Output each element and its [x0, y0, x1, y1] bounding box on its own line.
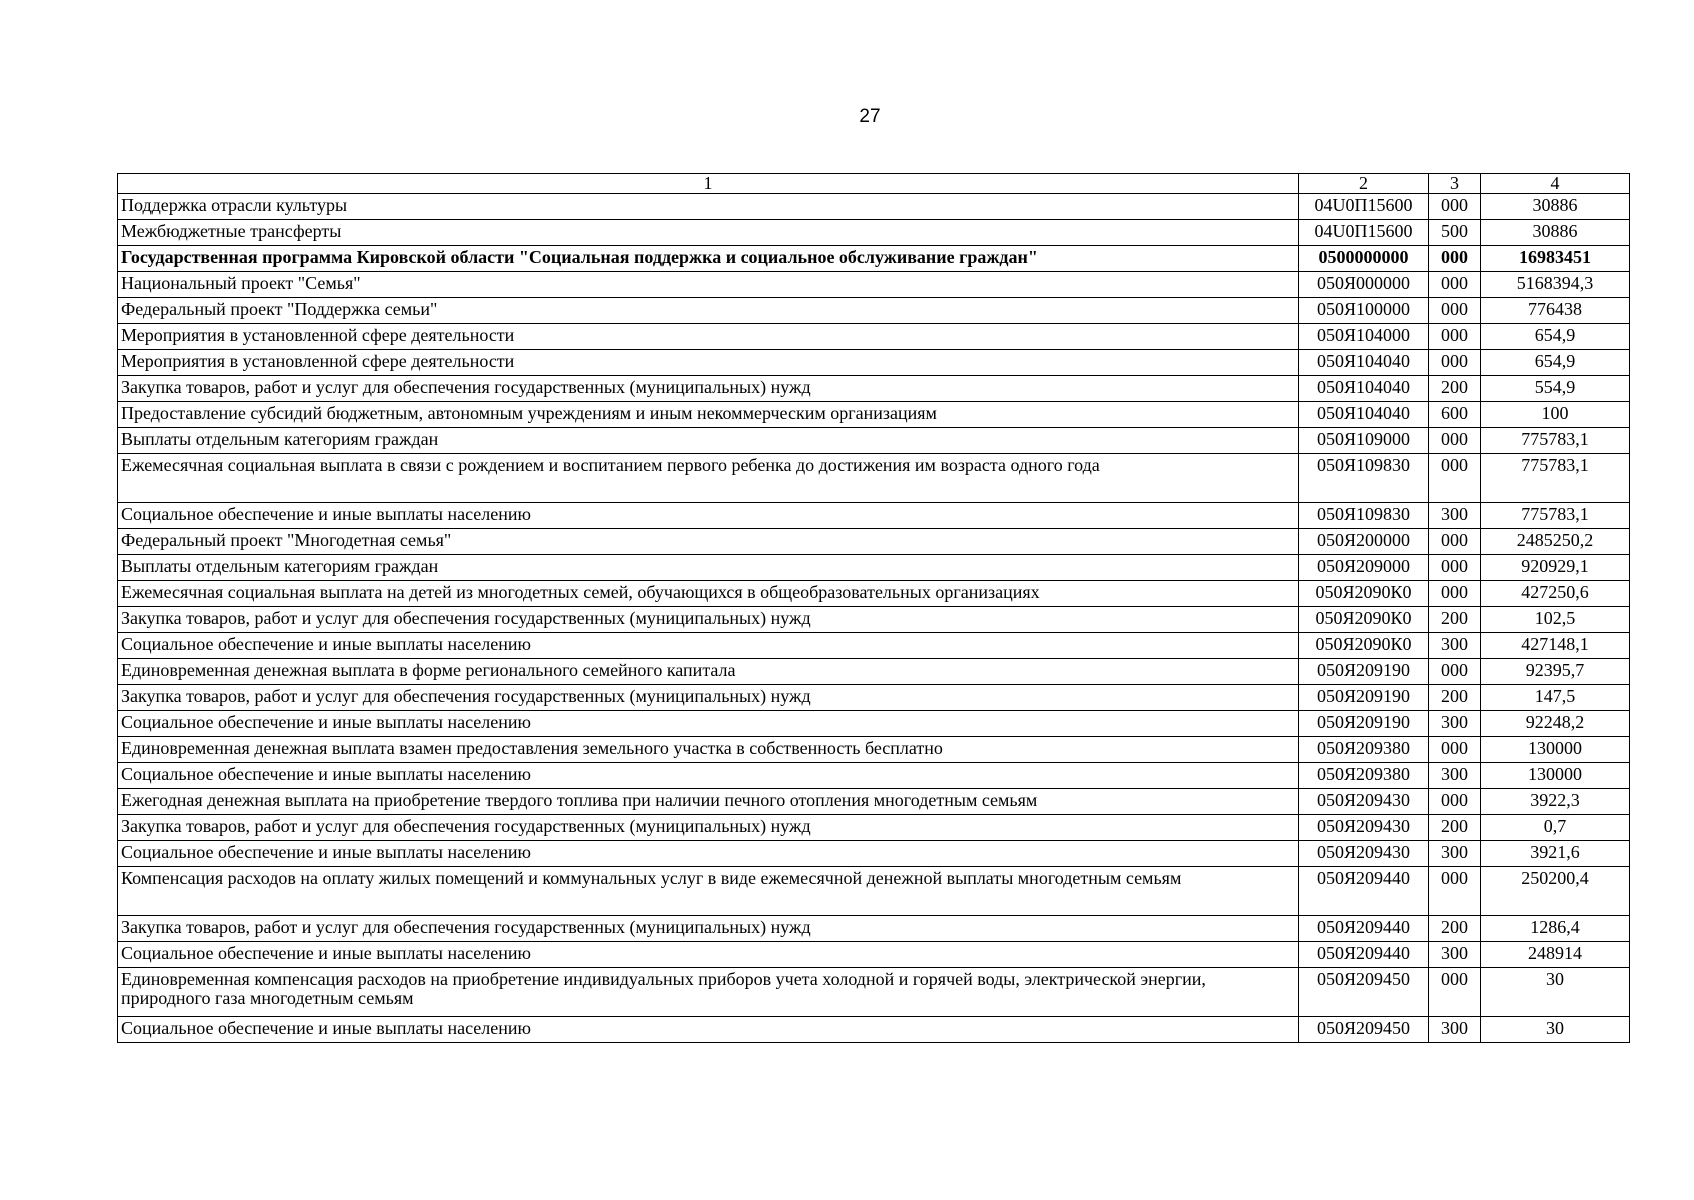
- row-type-cell: 300: [1429, 841, 1481, 867]
- table-row: [118, 916, 1630, 942]
- table-row: [118, 711, 1630, 737]
- table-row: [118, 454, 1630, 503]
- row-type-cell: 300: [1429, 633, 1481, 659]
- row-code-cell: 050Я2090К0: [1299, 581, 1429, 607]
- row-code-cell: 050Я209380: [1299, 737, 1429, 763]
- row-type-cell: 000: [1429, 246, 1481, 272]
- row-type-cell: 300: [1429, 1017, 1481, 1043]
- row-sum-cell: 30886: [1481, 194, 1630, 220]
- row-name-cell: Социальное обеспечение и иные выплаты населению: [118, 633, 1299, 659]
- row-type-cell: 000: [1429, 298, 1481, 324]
- row-code-cell: 050Я209380: [1299, 763, 1429, 789]
- table-row: [118, 324, 1630, 350]
- row-sum-cell: 776438: [1481, 298, 1630, 324]
- table-row: [118, 194, 1630, 220]
- row-code-cell: 050Я100000: [1299, 298, 1429, 324]
- row-type-cell: 300: [1429, 942, 1481, 968]
- row-type-cell: 000: [1429, 272, 1481, 298]
- row-type-cell: 000: [1429, 454, 1481, 503]
- row-type-cell: 000: [1429, 867, 1481, 916]
- row-code-cell: 0500000000: [1299, 246, 1429, 272]
- row-code-cell: 050Я104040: [1299, 402, 1429, 428]
- table-row: [118, 633, 1630, 659]
- row-sum-cell: 920929,1: [1481, 555, 1630, 581]
- table-row: [118, 581, 1630, 607]
- table-row: [118, 968, 1630, 1017]
- row-sum-cell: 3921,6: [1481, 841, 1630, 867]
- table-row: [118, 607, 1630, 633]
- row-type-cell: 000: [1429, 194, 1481, 220]
- row-sum-cell: 92248,2: [1481, 711, 1630, 737]
- row-code-cell: 050Я109830: [1299, 454, 1429, 503]
- row-code-cell: 050Я209000: [1299, 555, 1429, 581]
- row-sum-cell: 130000: [1481, 763, 1630, 789]
- row-type-cell: 200: [1429, 815, 1481, 841]
- row-type-cell: 200: [1429, 376, 1481, 402]
- table-row: [118, 1017, 1630, 1043]
- row-code-cell: 050Я209430: [1299, 841, 1429, 867]
- header-row: [118, 174, 1630, 194]
- row-sum-cell: 1286,4: [1481, 916, 1630, 942]
- table-row: [118, 298, 1630, 324]
- row-name-cell: Социальное обеспечение и иные выплаты населению: [118, 841, 1299, 867]
- row-type-cell: 200: [1429, 685, 1481, 711]
- row-code-cell: 050Я000000: [1299, 272, 1429, 298]
- row-type-cell: 000: [1429, 350, 1481, 376]
- row-code-cell: 050Я209450: [1299, 1017, 1429, 1043]
- row-name-cell: Единовременная денежная выплата взамен предоставления земельного участка в собственность бесплатно: [118, 737, 1299, 763]
- row-sum-cell: 427148,1: [1481, 633, 1630, 659]
- row-sum-cell: 5168394,3: [1481, 272, 1630, 298]
- row-type-cell: 000: [1429, 428, 1481, 454]
- row-code-cell: 04U0П15600: [1299, 194, 1429, 220]
- table-row: [118, 220, 1630, 246]
- row-type-cell: 200: [1429, 916, 1481, 942]
- table-row: [118, 529, 1630, 555]
- row-name-cell: Закупка товаров, работ и услуг для обеспечения государственных (муниципальных) нужд: [118, 376, 1299, 402]
- table-row: [118, 555, 1630, 581]
- row-code-cell: 050Я209430: [1299, 815, 1429, 841]
- row-type-cell: 000: [1429, 789, 1481, 815]
- table-row: [118, 867, 1630, 916]
- row-sum-cell: 30886: [1481, 220, 1630, 246]
- table-body: [118, 194, 1630, 1043]
- row-name-cell: Ежемесячная социальная выплата в связи с рождением и воспитанием первого ребенка до достижения им возраста одного года: [118, 454, 1299, 503]
- row-name-cell: Предоставление субсидий бюджетным, автономным учреждениям и иным некоммерческим организациям: [118, 402, 1299, 428]
- row-sum-cell: 775783,1: [1481, 428, 1630, 454]
- row-sum-cell: 30: [1481, 968, 1630, 1017]
- row-name-cell: Единовременная компенсация расходов на приобретение индивидуальных приборов учета холодной и горячей воды, электрической энергии, природного газа многодетным семьям: [118, 968, 1299, 1017]
- row-sum-cell: 250200,4: [1481, 867, 1630, 916]
- row-name-cell: Мероприятия в установленной сфере деятельности: [118, 324, 1299, 350]
- row-type-cell: 300: [1429, 711, 1481, 737]
- table-row: [118, 841, 1630, 867]
- row-type-cell: 000: [1429, 581, 1481, 607]
- row-name-cell: Национальный проект "Семья": [118, 272, 1299, 298]
- page-number: 27: [859, 106, 881, 127]
- row-code-cell: 050Я209190: [1299, 685, 1429, 711]
- row-code-cell: 050Я104000: [1299, 324, 1429, 350]
- row-code-cell: 050Я209440: [1299, 867, 1429, 916]
- row-code-cell: 050Я200000: [1299, 529, 1429, 555]
- row-sum-cell: 248914: [1481, 942, 1630, 968]
- table-row: [118, 789, 1630, 815]
- row-sum-cell: 654,9: [1481, 350, 1630, 376]
- row-name-cell: Закупка товаров, работ и услуг для обеспечения государственных (муниципальных) нужд: [118, 685, 1299, 711]
- row-code-cell: 050Я209190: [1299, 659, 1429, 685]
- budget-table: [117, 173, 1630, 1043]
- table-row: [118, 815, 1630, 841]
- row-name-cell: Закупка товаров, работ и услуг для обеспечения государственных (муниципальных) нужд: [118, 916, 1299, 942]
- row-sum-cell: 130000: [1481, 737, 1630, 763]
- row-name-cell: Единовременная денежная выплата в форме регионального семейного капитала: [118, 659, 1299, 685]
- row-type-cell: 000: [1429, 555, 1481, 581]
- row-sum-cell: 92395,7: [1481, 659, 1630, 685]
- row-type-cell: 000: [1429, 529, 1481, 555]
- row-code-cell: 050Я209190: [1299, 711, 1429, 737]
- row-type-cell: 200: [1429, 607, 1481, 633]
- row-name-cell: Федеральный проект "Многодетная семья": [118, 529, 1299, 555]
- row-type-cell: 500: [1429, 220, 1481, 246]
- row-sum-cell: 2485250,2: [1481, 529, 1630, 555]
- row-sum-cell: 654,9: [1481, 324, 1630, 350]
- table-row: [118, 685, 1630, 711]
- row-name-cell: Закупка товаров, работ и услуг для обеспечения государственных (муниципальных) нужд: [118, 815, 1299, 841]
- row-name-cell: Поддержка отрасли культуры: [118, 194, 1299, 220]
- row-code-cell: 050Я109830: [1299, 503, 1429, 529]
- table-row: [118, 376, 1630, 402]
- row-code-cell: 050Я209450: [1299, 968, 1429, 1017]
- row-name-cell: Выплаты отдельным категориям граждан: [118, 555, 1299, 581]
- row-code-cell: 050Я104040: [1299, 350, 1429, 376]
- table-row: [118, 503, 1630, 529]
- row-name-cell: Выплаты отдельным категориям граждан: [118, 428, 1299, 454]
- table-row: [118, 272, 1630, 298]
- row-code-cell: 050Я209440: [1299, 916, 1429, 942]
- table-row: [118, 350, 1630, 376]
- row-name-cell: Компенсация расходов на оплату жилых помещений и коммунальных услуг в виде ежемесячной денежной выплаты многодетным семьям: [118, 867, 1299, 916]
- table-row: [118, 428, 1630, 454]
- row-type-cell: 000: [1429, 659, 1481, 685]
- header-col-4: 4: [1481, 174, 1630, 194]
- row-code-cell: 050Я104040: [1299, 376, 1429, 402]
- table-row: [118, 402, 1630, 428]
- table-row: [118, 763, 1630, 789]
- row-sum-cell: 775783,1: [1481, 454, 1630, 503]
- row-sum-cell: 554,9: [1481, 376, 1630, 402]
- row-sum-cell: 100: [1481, 402, 1630, 428]
- row-code-cell: 050Я209440: [1299, 942, 1429, 968]
- row-name-cell: Социальное обеспечение и иные выплаты населению: [118, 711, 1299, 737]
- row-name-cell: Закупка товаров, работ и услуг для обеспечения государственных (муниципальных) нужд: [118, 607, 1299, 633]
- row-sum-cell: 775783,1: [1481, 503, 1630, 529]
- header-col-3: 3: [1429, 174, 1481, 194]
- row-sum-cell: 30: [1481, 1017, 1630, 1043]
- row-code-cell: 04U0П15600: [1299, 220, 1429, 246]
- row-name-cell: Межбюджетные трансферты: [118, 220, 1299, 246]
- row-sum-cell: 427250,6: [1481, 581, 1630, 607]
- row-type-cell: 000: [1429, 737, 1481, 763]
- table-row: [118, 737, 1630, 763]
- row-type-cell: 000: [1429, 324, 1481, 350]
- row-name-cell: Федеральный проект "Поддержка семьи": [118, 298, 1299, 324]
- row-name-cell: Социальное обеспечение и иные выплаты населению: [118, 942, 1299, 968]
- row-code-cell: 050Я2090К0: [1299, 607, 1429, 633]
- row-type-cell: 300: [1429, 503, 1481, 529]
- header-col-2: 2: [1299, 174, 1429, 194]
- row-sum-cell: 3922,3: [1481, 789, 1630, 815]
- row-name-cell: Государственная программа Кировской области "Социальная поддержка и социальное обслуживание граждан": [118, 246, 1299, 272]
- row-sum-cell: 147,5: [1481, 685, 1630, 711]
- table-row: [118, 246, 1630, 272]
- row-name-cell: Ежемесячная социальная выплата на детей из многодетных семей, обучающихся в общеобразовательных организациях: [118, 581, 1299, 607]
- row-name-cell: Мероприятия в установленной сфере деятельности: [118, 350, 1299, 376]
- row-sum-cell: 16983451: [1481, 246, 1630, 272]
- table-row: [118, 942, 1630, 968]
- row-name-cell: Социальное обеспечение и иные выплаты населению: [118, 503, 1299, 529]
- row-code-cell: 050Я209430: [1299, 789, 1429, 815]
- row-name-cell: Ежегодная денежная выплата на приобретение твердого топлива при наличии печного отопления многодетным семьям: [118, 789, 1299, 815]
- row-code-cell: 050Я109000: [1299, 428, 1429, 454]
- row-type-cell: 000: [1429, 968, 1481, 1017]
- row-sum-cell: 102,5: [1481, 607, 1630, 633]
- row-name-cell: Социальное обеспечение и иные выплаты населению: [118, 763, 1299, 789]
- row-type-cell: 300: [1429, 763, 1481, 789]
- table-row: [118, 659, 1630, 685]
- row-code-cell: 050Я2090К0: [1299, 633, 1429, 659]
- header-col-1: 1: [118, 174, 1299, 194]
- row-type-cell: 600: [1429, 402, 1481, 428]
- row-name-cell: Социальное обеспечение и иные выплаты населению: [118, 1017, 1299, 1043]
- row-sum-cell: 0,7: [1481, 815, 1630, 841]
